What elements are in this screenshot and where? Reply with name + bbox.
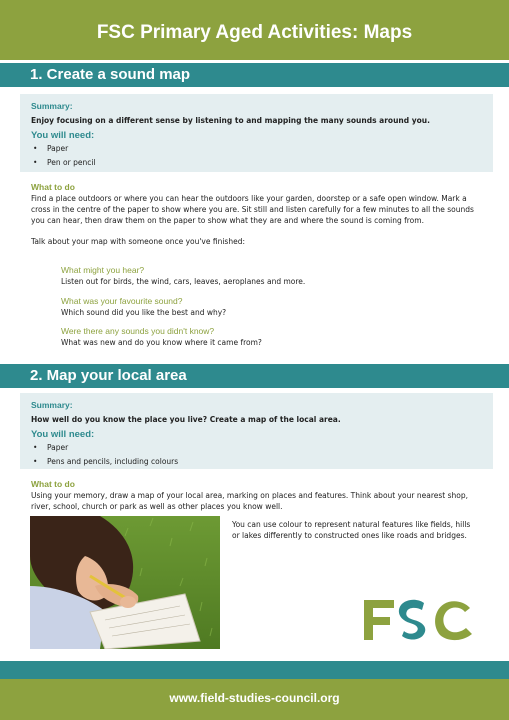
colour-tip-text: You can use colour to represent natural features like fields, hills or lakes differently to constructed ones like roads and bridges. [232,520,471,540]
talk-text: Talk about your map with someone once you've finished: [31,237,245,246]
need-item-text: Paper [47,443,69,452]
summary-text: Enjoy focusing on a different sense by listening to and mapping the many sounds around you. [31,116,430,125]
page-title: FSC Primary Aged Activities: Maps [96,22,413,43]
question-answer: Which sound did you like the best and why? [61,308,227,317]
question-answer: Listen out for birds, the wind, cars, leaves, aeroplanes and more. [61,277,306,286]
bullet: • [33,144,38,153]
summary-label: Summary: [31,101,73,111]
fsc-logo [362,596,477,644]
question-title: What was your favourite sound? [61,296,183,306]
what-to-do-label: What to do [31,182,75,192]
list-item [31,441,178,455]
summary-label: Summary: [31,400,73,410]
bullet: • [33,158,38,167]
summary-text: How well do you know the place you live? Create a map of the local area. [31,415,341,424]
question-answer: What was new and do you know where it came from? [61,338,262,347]
section-2-bar [0,364,509,388]
question-title: Were there any sounds you didn't know? [61,326,215,336]
need-item-text: Pen or pencil [47,158,96,167]
section-2-summary-box [20,393,493,469]
list-item [31,455,178,469]
need-list [31,142,95,170]
need-item-text: Paper [47,144,69,153]
section-2-heading: 2. Map your local area [30,367,187,384]
section-1-heading: 1. Create a sound map [30,66,191,83]
need-list [31,441,178,469]
need-label: You will need: [31,130,95,141]
section-1-summary-box [20,94,493,172]
need-item-text: Pens and pencils, including colours [47,457,179,466]
section-1-bar [0,63,509,87]
what-to-do-text: Find a place outdoors or where you can hear the outdoors like your garden, doorstep or a safe open window. Mark a cross in the centre of the paper to show where you are. Sit still and listen carefully for a few minutes to all the sounds you can hear, then draw them on the paper to show what they are and where the sound is coming from. [31,194,474,225]
header-banner [0,0,509,60]
what-to-do-text: Using your memory, draw a map of your local area, marking on places and features. Think about your nearest shop, river, school, church or park as well as other places you know well. [31,491,468,511]
list-item [31,142,95,156]
what-to-do-label: What to do [31,479,75,489]
question-title: What might you hear? [61,265,145,275]
footer-url[interactable]: www.field-studies-council.org [169,691,340,705]
need-label: You will need: [31,429,95,440]
bottom-teal-bar [0,661,509,679]
footer-banner [0,679,509,720]
bullet: • [33,457,38,466]
bullet: • [33,443,38,452]
list-item [31,156,95,170]
fsc-logo-graphic [362,596,477,644]
child-drawing-photo [30,516,220,649]
photo-illustration [30,516,220,649]
